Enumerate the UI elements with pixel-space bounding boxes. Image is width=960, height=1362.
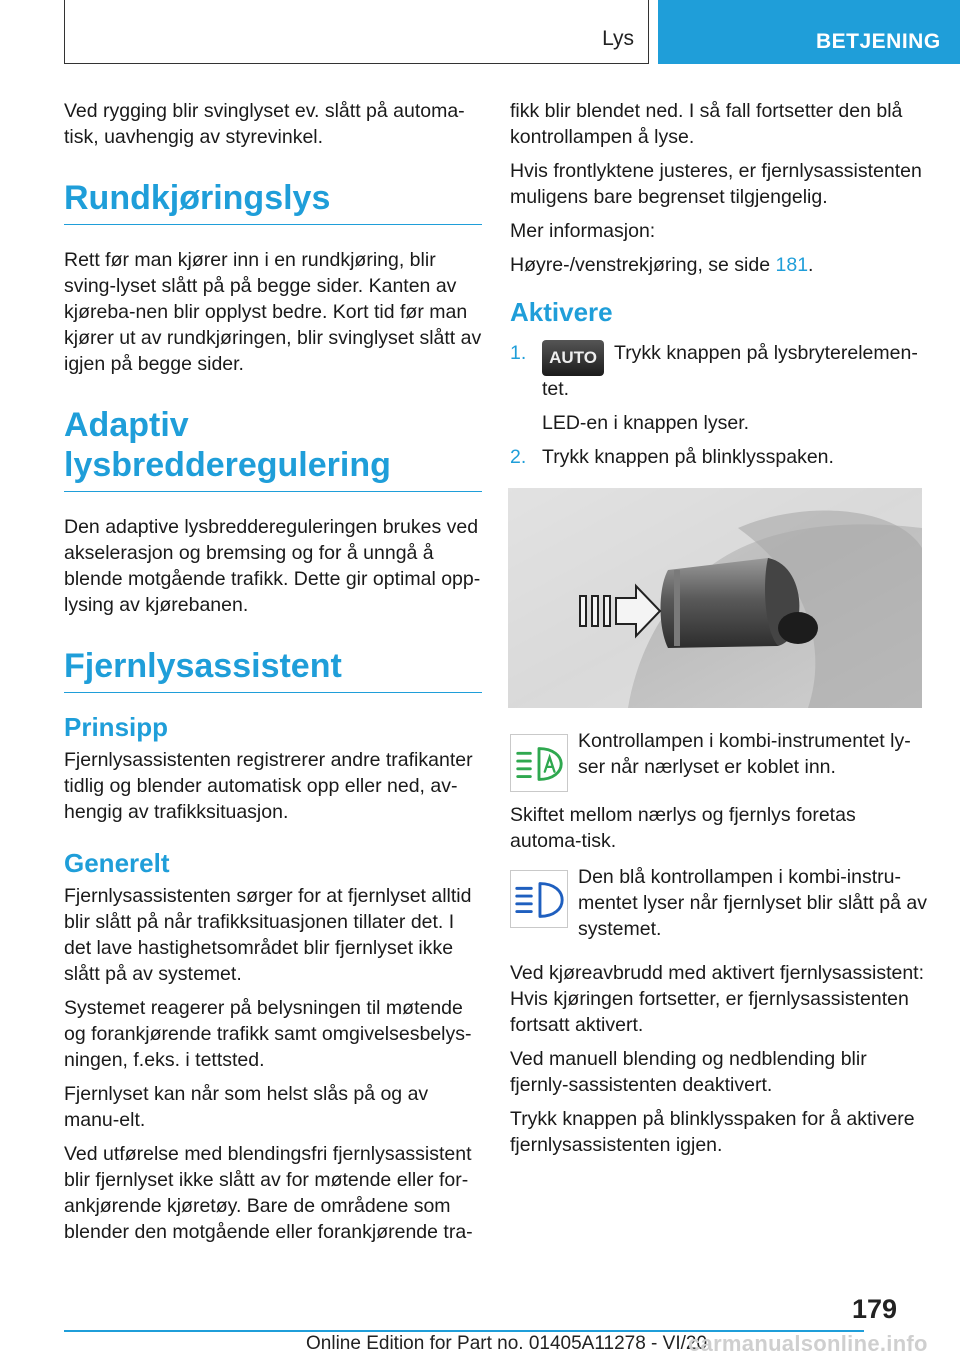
header-section-title: Lys: [602, 27, 634, 50]
high-beam-indicator-icon: [510, 870, 568, 928]
generelt-paragraph-4: Ved utførelse med blendingsfri fjernlysassistent blir fjernlyset ikke slått av for møtende eller for-ankjørende kjøretøy. Bare de områdene som blender den motgående eller forankjørende tra-: [64, 1143, 473, 1243]
step-1-sub: [510, 410, 928, 436]
rundkjoringslys-paragraph: Rett før man kjører inn i en rundkjøring, blir sving-lyset slått på på begge sider. Kanten av kjøreba-nen blir opplyst bedre. Kort tid før man kjører ut av rundkjøringen, blir svinglyset slått av igjen på begge sider.: [64, 249, 482, 375]
left-column: [64, 98, 482, 1253]
step-1: [510, 340, 928, 402]
reference-paragraph: [510, 252, 928, 278]
header-chapter-tab: BETJENING: [658, 0, 960, 64]
avbrudd-paragraph: Ved kjøreavbrudd med aktivert fjernlysassistent: Hvis kjøringen fortsetter, er fjernlysassistenten fortsatt aktivert.: [510, 962, 925, 1036]
heading-aktivere: Aktivere: [510, 297, 613, 327]
heading-rundkjoringslys: Rundkjøringslys: [64, 178, 482, 225]
generelt-paragraph-1: Fjernlysassistenten sørger for at fjernlyset alltid blir slått på når trafikksituasjonen tillater det. I det lave hastighetsområdet blir fjernlyset ikke slått på av systemet.: [64, 885, 472, 985]
prinsipp-paragraph: Fjernlysassistenten registrerer andre trafikanter tidlig og blender automatisk opp eller ned, av-hengig av trafikksituasjon.: [64, 749, 473, 823]
footer-edition-text: Online Edition for Part no. 01405A11278 - VI/20: [306, 1333, 708, 1354]
step-1-text: Trykk knappen på lysbryterelemen-tet.: [542, 342, 918, 400]
header-section-box: [64, 0, 649, 64]
continuation-paragraph: fikk blir blendet ned. I så fall fortsetter den blå kontrollampen å lyse.: [510, 100, 903, 148]
right-column: [510, 98, 928, 1166]
step-1-sub-text: LED-en i knappen lyser.: [542, 412, 750, 434]
generelt-paragraph-2: Systemet reagerer på belysningen til møtende og forankjørende trafikk samt omgivelsesbelys-ningen, f.eks. i tettsted.: [64, 997, 472, 1071]
page-number: 179: [852, 1294, 898, 1324]
trykk-paragraph: Trykk knappen på blinklysspaken for å aktivere fjernlysassistenten igjen.: [510, 1108, 915, 1156]
icon-2-description: Den blå kontrollampen i kombi-instru-mentet lyser når fjernlyset blir slått på av systemet.: [578, 866, 927, 940]
intro-paragraph: Ved rygging blir svinglyset ev. slått på automa-tisk, uavhengig av styrevinkel.: [64, 100, 465, 148]
manuell-paragraph: Ved manuell blending og nedblending blir fjernly-sassistenten deaktivert.: [510, 1048, 867, 1096]
step-2-text: Trykk knappen på blinklysspaken.: [542, 446, 834, 468]
icon-row-1: [510, 728, 928, 792]
generelt-paragraph-3: Fjernlyset kan når som helst slås på og av manu-elt.: [64, 1083, 429, 1131]
turn-signal-stalk-photo: [508, 488, 922, 708]
auto-low-beam-indicator-icon: [510, 734, 568, 792]
reference-end: .: [808, 254, 814, 276]
heading-adaptiv-line2: lysbredderegulering: [64, 446, 391, 484]
heading-fjernlysassistent: Fjernlysassistent: [64, 646, 482, 693]
adaptiv-paragraph: Den adaptive lysbreddereguleringen brukes ved akselerasjon og bremsing og for å unngå å blende motgående trafikk. Dette gir optimal opp-lysing av kjørebanen.: [64, 516, 481, 616]
heading-prinsipp: Prinsipp: [64, 712, 169, 742]
skiftet-paragraph: Skiftet mellom nærlys og fjernlys foretas automa-tisk.: [510, 804, 856, 852]
step-2-number: 2.: [510, 446, 527, 468]
step-2: [510, 444, 928, 470]
justeres-paragraph: Hvis frontlyktene justeres, er fjernlysassistenten muligens bare begrenset tilgjengelig.: [510, 160, 922, 208]
more-info-label: Mer informasjon:: [510, 220, 656, 242]
reference-text: Høyre-/venstrekjøring, se side: [510, 254, 776, 276]
step-1-number: 1.: [510, 342, 527, 364]
page-reference-link[interactable]: 181: [775, 254, 809, 276]
heading-adaptiv-lysbredderegulering: [64, 405, 482, 492]
heading-generelt: Generelt: [64, 848, 170, 878]
auto-button-icon: AUTO: [542, 340, 604, 376]
heading-adaptiv-line1: Adaptiv: [64, 406, 189, 444]
icon-1-description: Kontrollampen i kombi-instrumentet ly-ser når nærlyset er koblet inn.: [578, 730, 911, 778]
icon-row-2: [510, 864, 928, 950]
watermark-text: carmanualsonline.info: [688, 1331, 928, 1356]
